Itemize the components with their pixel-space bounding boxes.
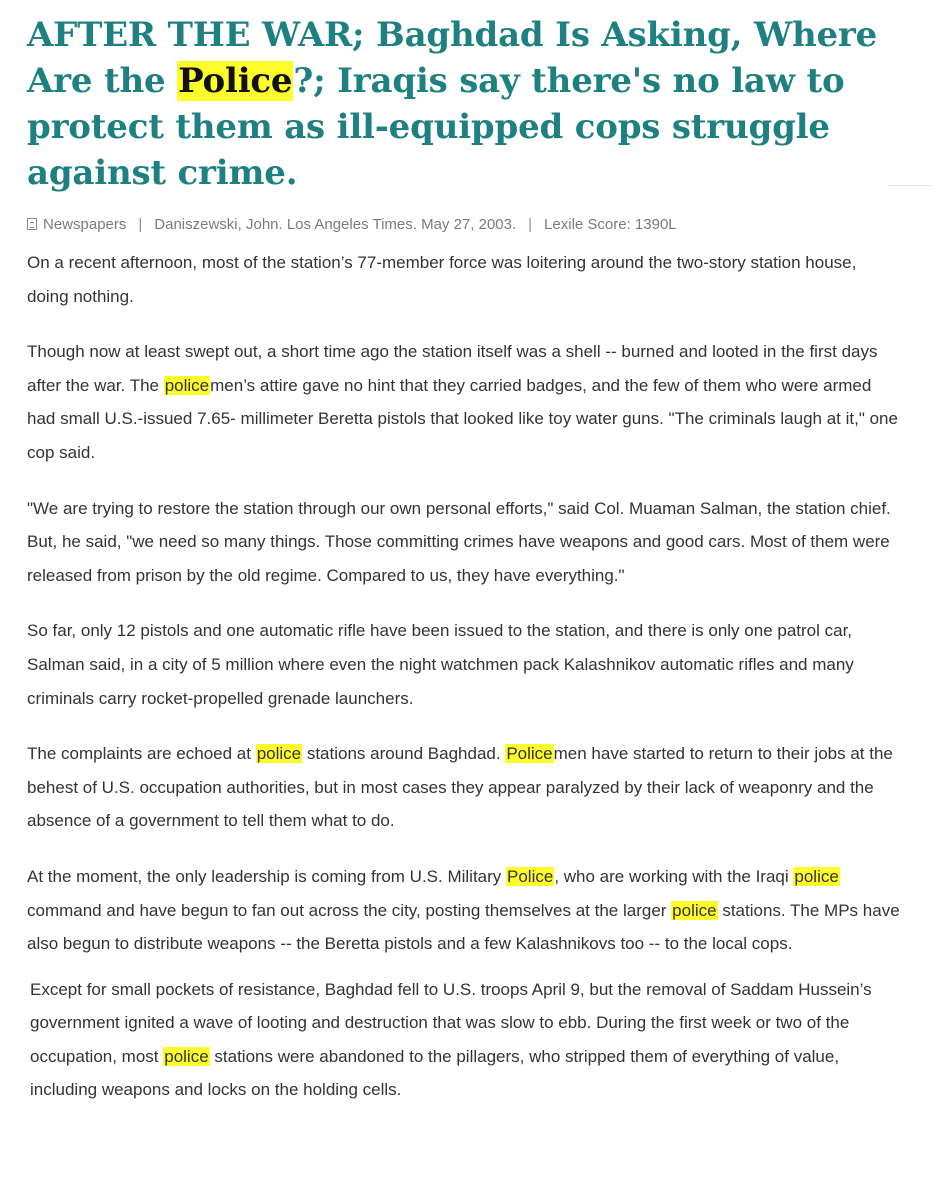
search-highlight: police	[672, 900, 717, 920]
paragraph	[27, 860, 902, 961]
paragraph-text: , who are working with the Iraqi	[554, 866, 794, 886]
source-type-link[interactable]: Newspapers	[43, 215, 127, 233]
paragraph-text: So far, only 12 pistols and one automatic rifle have been issued to the station, and there is only one patrol car, Salman said, in a city of 5 million where even the night watchmen pack Kalashnikov automatic rifles and many criminals carry rocket-propelled grenade launchers.	[27, 621, 854, 708]
paragraph-text: "We are trying to restore the station through our own personal efforts," said Col. Muaman Salman, the station chief. But, he said, "we need so many things. Those committing crimes have weapons and good cars. Most of them were released from prison by the old regime. Compared to us, they have everything."	[27, 498, 891, 585]
paragraph-text: men have started to return to their jobs at the behest of U.S. occupation authorities, but in most cases they appear paralyzed by their lack of weaponry and the absence of a government to tell them what to do.	[27, 744, 893, 831]
paragraph	[27, 614, 902, 715]
paragraph	[27, 737, 902, 838]
paragraph	[27, 492, 902, 593]
lexile-score: Lexile Score: 1390L	[544, 215, 677, 233]
article	[27, 0, 927, 1107]
title-text: ?; Iraqis say there's no law to protect them as ill-equipped cops struggle against crime.	[27, 61, 845, 193]
paragraph-text: On a recent afternoon, most of the station’s 77-member force was loitering around the two-story station house, doing nothing.	[27, 253, 857, 306]
paragraph-text: stations around Baghdad.	[302, 744, 506, 764]
paragraph	[30, 973, 902, 1107]
document-icon	[27, 218, 37, 230]
paragraph-text: Except for small pockets of resistance, Baghdad fell to U.S. troops April 9, but the removal of Saddam Hussein’s government ignited a wave of looting and destruction that was slow to ebb. During the first week or two of the occupation, most	[30, 979, 872, 1066]
article-meta	[27, 212, 927, 236]
search-highlight: police	[256, 744, 302, 764]
meta-separator: |	[528, 215, 533, 233]
meta-separator: |	[138, 215, 143, 233]
paragraph-text: The complaints are echoed at	[27, 744, 256, 764]
paragraph-text: stations. The MPs have also begun to distribute weapons -- the Beretta pistols and a few Kalashnikovs too -- to the local cops.	[27, 900, 900, 954]
paragraph	[27, 246, 902, 313]
search-highlight: police	[164, 1046, 209, 1066]
divider	[887, 185, 931, 186]
title-text: AFTER THE WAR; Baghdad Is Asking, Where Are the	[27, 15, 878, 101]
citation: Daniszewski, John. Los Angeles Times. May 27, 2003.	[154, 215, 517, 233]
search-highlight: police	[794, 866, 839, 886]
search-highlight: Police	[178, 61, 293, 101]
paragraph-text: command and have begun to fan out across the city, posting themselves at the larger	[27, 900, 672, 920]
paragraph-text: stations were abandoned to the pillagers, who stripped them of everything of value, including weapons and locks on the holding cells.	[30, 1046, 840, 1100]
paragraph-text: At the moment, the only leadership is coming from U.S. Military	[27, 866, 507, 886]
paragraph-text: men’s attire gave no hint that they carried badges, and the few of them who were armed had small U.S.-issued 7.65- millimeter Beretta pistols that looked like toy water guns. "The criminals laugh at it," one cop said.	[27, 375, 898, 462]
search-highlight: police	[164, 375, 210, 395]
article-title	[27, 12, 927, 196]
search-highlight: Police	[506, 744, 553, 764]
search-highlight: Police	[507, 866, 554, 886]
paragraph-text: Though now at least swept out, a short time ago the station itself was a shell -- burned and looted in the first days after the war. The	[27, 342, 878, 395]
paragraph	[27, 335, 902, 469]
